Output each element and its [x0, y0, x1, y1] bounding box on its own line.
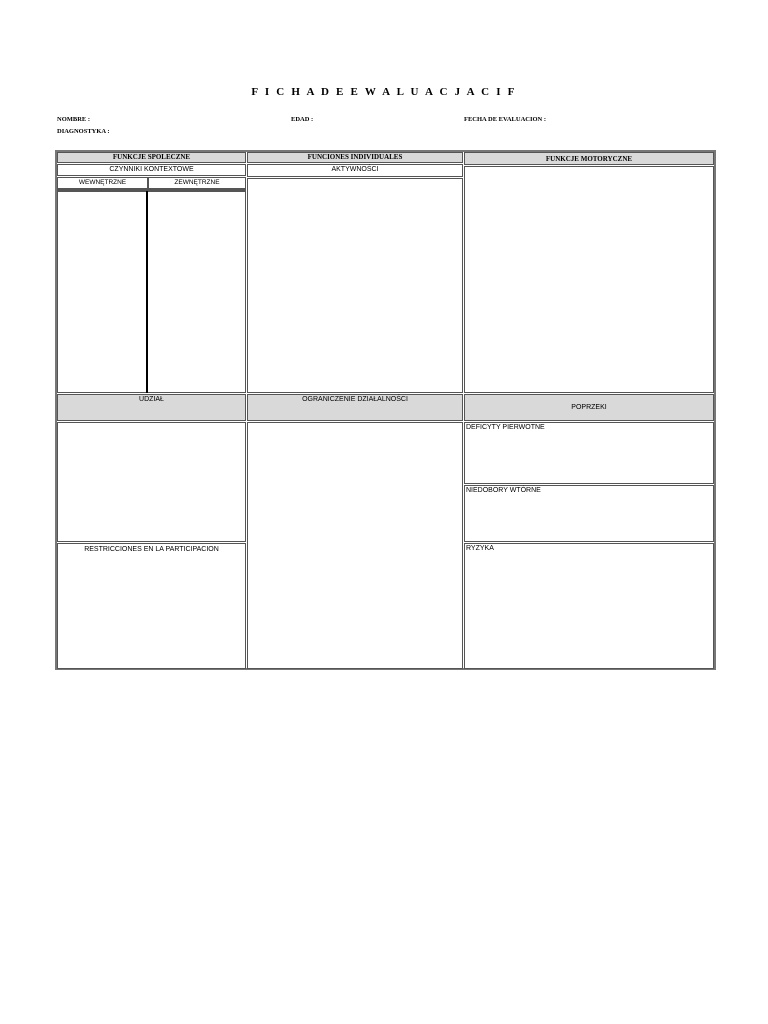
funkcje-motoryczne-input-area[interactable] — [464, 166, 714, 393]
header-funkcje-motoryczne: FUNKCJE MOTORYCZNE — [464, 152, 714, 165]
fecha-evaluacion-label: FECHA DE EVALUACION : — [464, 116, 547, 123]
restricciones-label: RESTRICCIONES EN LA PARTICIPACION — [84, 546, 219, 553]
header-funkcje-spoleczne: FUNKCJE SPOLECZNE — [57, 152, 246, 163]
wewnetrzne-label: WEWNĘTRZNE — [57, 177, 148, 189]
poprzeki-header: POPRZEKI — [464, 394, 714, 421]
ograniczenie-dzialalnosci-header: OGRANICZENIE DZIAŁALNOŚCI — [247, 394, 463, 421]
czynniki-column-divider — [146, 191, 148, 393]
deficyty-label: DEFICYTY PIERWOTNE — [466, 424, 545, 431]
aktywnosci-label: AKTYWNOŚCI — [247, 164, 463, 177]
diagnostyka-label: DIAGNOSTYKA : — [57, 128, 110, 135]
aktywnosci-input-area[interactable] — [247, 178, 463, 393]
nombre-label: NOMBRE : — [57, 116, 91, 123]
edad-label: EDAD : — [291, 116, 314, 123]
niedobory-label: NIEDOBORY WTÓRNE — [466, 487, 541, 494]
udzial-input-area[interactable] — [57, 422, 246, 542]
restricciones-participacion-area[interactable] — [57, 543, 246, 669]
ryzyka-area[interactable] — [464, 543, 714, 669]
zewnetrzne-label: ZEWNĘTRZNE — [148, 177, 246, 189]
niedobory-wtorne-area[interactable] — [464, 485, 714, 542]
deficyty-pierwotne-area[interactable] — [464, 422, 714, 484]
czynniki-kontekstowe-label: CZYNNIKI KONTEXTOWE — [57, 164, 246, 176]
header-funciones-individuales: FUNCIONES INDIVIDUALES — [247, 152, 463, 163]
udzial-header: UDZIAŁ — [57, 394, 246, 421]
ryzyka-label: RYZYKA — [466, 545, 494, 552]
form-title: F I C H A D E E W A L U A C J A C I F — [251, 86, 517, 98]
czynniki-input-area[interactable] — [57, 191, 246, 393]
ograniczenie-input-area[interactable] — [247, 422, 463, 669]
